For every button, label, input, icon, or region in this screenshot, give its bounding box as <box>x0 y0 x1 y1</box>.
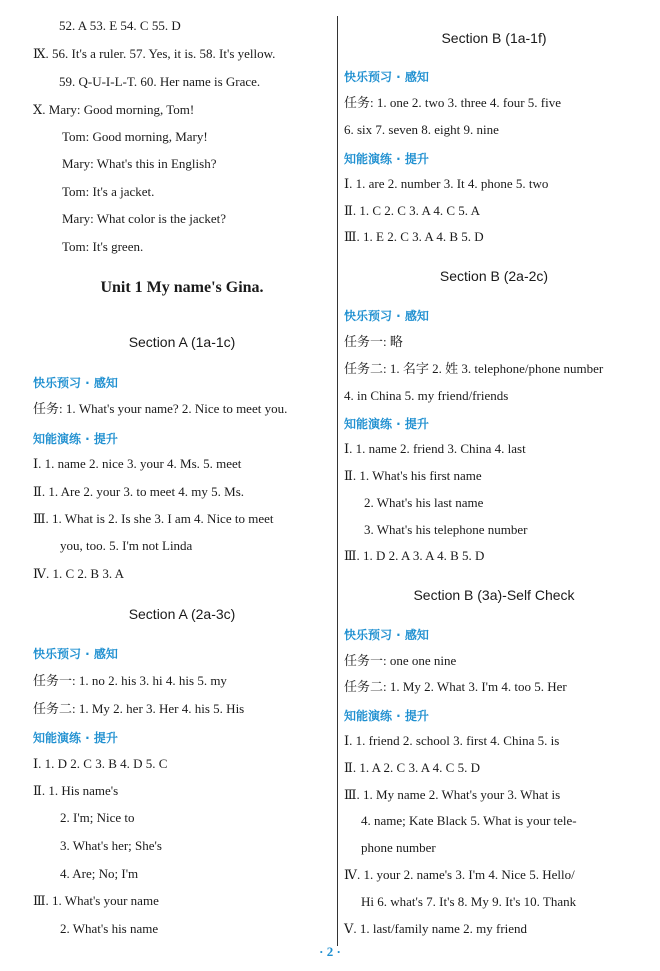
answer-line: Ⅲ. 1. E 2. C 3. A 4. B 5. D <box>344 229 484 244</box>
answer-line: 59. Q-U-I-L-T. 60. Her name is Grace. <box>59 74 261 89</box>
answer-line: Ⅰ. 1. name 2. nice 3. your 4. Ms. 5. meet <box>33 456 242 471</box>
answer-line: 2. I'm; Nice to <box>60 810 135 825</box>
section-title: Section B (1a-1f) <box>441 30 547 46</box>
answer-line: Ⅰ. 1. D 2. C 3. B 4. D 5. C <box>33 756 168 771</box>
answer-line: 4. in China 5. my friend/friends <box>344 388 509 403</box>
answer-line: Ⅳ. 1. your 2. name's 3. I'm 4. Nice 5. Hello/ <box>344 867 575 882</box>
answer-line: Ⅳ. 1. C 2. B 3. A <box>33 566 124 581</box>
answer-line: 4. Are; No; I'm <box>60 866 139 881</box>
dialog-line: Tom: It's green. <box>62 239 144 254</box>
answer-line: Ⅲ. 1. D 2. A 3. A 4. B 5. D <box>344 548 485 563</box>
answer-line: 6. six 7. seven 8. eight 9. nine <box>344 122 499 137</box>
section-title: Section B (3a)-Self Check <box>413 587 575 603</box>
section-title: Section A (1a-1c) <box>128 334 236 350</box>
answer-line: 任务一: 略 <box>344 334 403 349</box>
answer-line: 任务二: 1. My 2. What 3. I'm 4. too 5. Her <box>344 679 567 694</box>
answer-line: you, too. 5. I'm not Linda <box>60 538 193 553</box>
answer-line: Ⅰ. 1. name 2. friend 3. China 4. last <box>344 441 526 456</box>
column-divider <box>337 16 338 946</box>
answer-line: Ⅱ. 1. A 2. C 3. A 4. C 5. D <box>344 760 480 775</box>
dialog-line: Mary: What color is the jacket? <box>62 211 227 226</box>
unit-title: Unit 1 My name's Gina. <box>100 279 264 296</box>
section-label: 知能演练 · 提升 <box>344 152 429 166</box>
section-label: 快乐预习 · 感知 <box>344 628 429 642</box>
section-label: 知能演练 · 提升 <box>344 417 429 431</box>
answer-line: 3. What's her; She's <box>60 838 162 853</box>
answer-line: 3. What's his telephone number <box>364 522 528 537</box>
answer-line: Hi 6. what's 7. It's 8. My 9. It's 10. Thank <box>361 894 577 909</box>
answer-line: Ⅰ. 1. friend 2. school 3. first 4. China 5. is <box>344 733 560 748</box>
answer-line: 任务一: 1. no 2. his 3. hi 4. his 5. my <box>33 673 227 688</box>
answer-line: Ⅲ. 1. My name 2. What's your 3. What is <box>344 787 561 802</box>
section-label: 快乐预习 · 感知 <box>344 309 429 323</box>
section-label: 知能演练 · 提升 <box>344 709 429 723</box>
answer-line: Ⅱ. 1. Are 2. your 3. to meet 4. my 5. Ms. <box>33 484 245 499</box>
answer-line: phone number <box>361 840 436 855</box>
answer-line: 任务一: one one nine <box>344 653 457 668</box>
answer-line: Ⅴ. 1. last/family name 2. my friend <box>344 921 528 936</box>
answer-line: 52. A 53. E 54. C 55. D <box>59 18 181 33</box>
answer-line: 任务: 1. What's your name? 2. Nice to meet you. <box>33 401 288 416</box>
answer-line: Ⅱ. 1. What's his first name <box>344 468 482 483</box>
section-label: 快乐预习 · 感知 <box>344 70 429 84</box>
answer-line: Ⅰ. 1. are 2. number 3. It 4. phone 5. two <box>344 176 549 191</box>
section-title: Section B (2a-2c) <box>439 268 549 284</box>
answer-line: 2. What's his last name <box>364 495 484 510</box>
answer-line: Ⅲ. 1. What is 2. Is she 3. I am 4. Nice to meet <box>33 511 274 526</box>
answer-line: 任务二: 1. 名字 2. 姓 3. telephone/phone number <box>344 361 604 376</box>
section-label: 快乐预习 · 感知 <box>33 376 118 390</box>
answer-line: 任务: 1. one 2. two 3. three 4. four 5. five <box>344 95 561 110</box>
section-title: Section A (2a-3c) <box>128 606 236 622</box>
answer-line: 4. name; Kate Black 5. What is your tele- <box>361 813 577 828</box>
answer-line: Ⅲ. 1. What's your name <box>33 893 159 908</box>
page-number: · 2 · <box>319 944 341 959</box>
dialog-line: Ⅹ. Mary: Good morning, Tom! <box>33 102 195 117</box>
section-label: 快乐预习 · 感知 <box>33 647 118 661</box>
answer-line: Ⅸ. 56. It's a ruler. 57. Yes, it is. 58. It's yellow. <box>33 46 276 61</box>
answer-line: Ⅱ. 1. C 2. C 3. A 4. C 5. A <box>344 203 480 218</box>
section-label: 知能演练 · 提升 <box>33 731 118 745</box>
dialog-line: Tom: Good morning, Mary! <box>62 129 208 144</box>
dialog-line: Mary: What's this in English? <box>62 156 217 171</box>
answer-line: 2. What's his name <box>60 921 159 936</box>
dialog-line: Tom: It's a jacket. <box>62 184 155 199</box>
answer-line: Ⅱ. 1. His name's <box>33 783 119 798</box>
section-label: 知能演练 · 提升 <box>33 432 118 446</box>
answer-line: 任务二: 1. My 2. her 3. Her 4. his 5. His <box>33 701 245 716</box>
